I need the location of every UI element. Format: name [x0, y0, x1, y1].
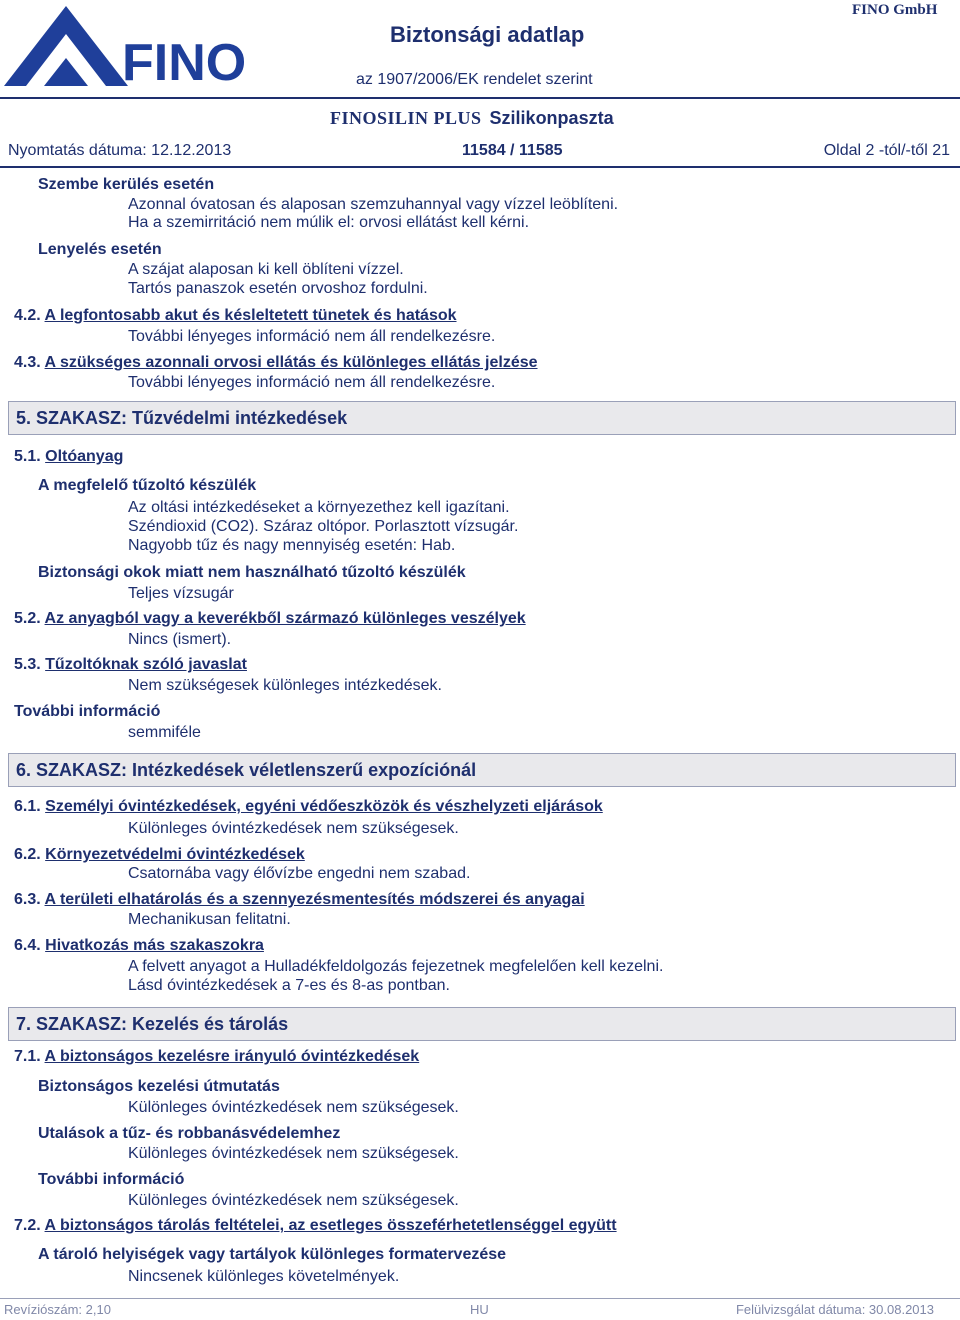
- unsuitable-extinguisher-text: Teljes vízsugár: [128, 585, 234, 602]
- page-number: Oldal 2 -tól/-től 21: [823, 142, 950, 159]
- section-number: 5.2.: [14, 610, 41, 627]
- language-code: HU: [470, 1302, 489, 1317]
- section-5-title: 5. SZAKASZ: Tűzvédelmi intézkedések: [16, 408, 348, 428]
- section-title: Tűzoltóknak szóló javaslat: [45, 656, 247, 673]
- fire-protection-heading: Utalások a tűz- és robbanásvédelemhez: [38, 1125, 341, 1142]
- header-bottom-divider: [0, 166, 960, 168]
- revision-number: Revíziószám: 2,10: [4, 1302, 111, 1317]
- section-6-title: 6. SZAKASZ: Intézkedések véletlenszerű expozíciónál: [16, 760, 477, 780]
- section-7-more-info-text: Különleges óvintézkedések nem szükségesek.: [128, 1192, 459, 1209]
- section-5-2-text: Nincs (ismert).: [128, 631, 232, 648]
- section-title: Oltóanyag: [45, 448, 124, 465]
- eye-contact-heading: Szembe kerülés esetén: [38, 176, 215, 193]
- section-title: Környezetvédelmi óvintézkedések: [45, 846, 305, 863]
- print-date: Nyomtatás dátuma: 12.12.2013: [8, 142, 232, 159]
- footer-divider: [0, 1298, 960, 1299]
- section-number: 7.1.: [14, 1048, 41, 1065]
- section-number: 6.2.: [14, 846, 41, 863]
- section-6-4-heading: [14, 937, 264, 955]
- section-number: 6.1.: [14, 798, 41, 815]
- section-7-1-heading: [14, 1048, 419, 1066]
- ingestion-line-2: Tartós panaszok esetén orvoshoz fordulni.: [128, 280, 428, 297]
- section-title: A szükséges azonnali orvosi ellátás és különleges ellátás jelzése: [44, 354, 538, 371]
- header-divider: [0, 97, 960, 99]
- section-title: A biztonságos kezelésre irányuló óvintézkedések: [44, 1048, 420, 1065]
- company-name: FINO GmbH: [852, 2, 938, 18]
- section-6-4-line-1: A felvett anyagot a Hulladékfeldolgozás fejezetnek megfelelően kell kezelni.: [128, 958, 664, 975]
- storage-design-heading: A tároló helyiségek vagy tartályok különleges formatervezése: [38, 1246, 507, 1263]
- unsuitable-extinguisher-heading: Biztonsági okok miatt nem használható tűzoltó készülék: [38, 564, 466, 581]
- ingestion-heading: Lenyelés esetén: [38, 241, 162, 258]
- product-name: Szilikonpaszta: [489, 108, 614, 128]
- section-6-3-text: Mechanikusan felitatni.: [128, 911, 291, 928]
- section-number: 6.3.: [14, 891, 41, 908]
- safe-handling-heading: Biztonságos kezelési útmutatás: [38, 1078, 280, 1095]
- section-7-2-heading: [14, 1217, 617, 1235]
- section-6-1-text: Különleges óvintézkedések nem szükségesek.: [128, 820, 459, 837]
- section-title: Személyi óvintézkedések, egyéni védőeszközök és vészhelyzeti eljárások: [45, 798, 603, 815]
- section-5-2-heading: [14, 610, 526, 628]
- review-date: Felülvizsgálat dátuma: 30.08.2013: [735, 1302, 934, 1317]
- section-6-header: [8, 753, 956, 787]
- section-number: 5.3.: [14, 656, 41, 673]
- fino-logo-icon: [4, 0, 247, 92]
- section-4-2-heading: [14, 307, 457, 325]
- section-6-2-text: Csatornába vagy élővízbe engedni nem szabad.: [128, 865, 471, 882]
- section-title: A területi elhatárolás és a szennyezésmentesítés módszerei és anyagai: [44, 891, 585, 908]
- section-6-3-heading: [14, 891, 585, 909]
- document-numbers: 11584 / 11585: [462, 142, 563, 159]
- storage-design-text: Nincsenek különleges követelmények.: [128, 1268, 400, 1285]
- suitable-extinguisher-line-1: Az oltási intézkedéseket a környezethez kell igazítani.: [128, 499, 510, 516]
- regulation-subtitle: az 1907/2006/EK rendelet szerint: [356, 71, 593, 88]
- section-5-1-heading: [14, 448, 123, 466]
- suitable-extinguisher-line-3: Nagyobb tűz és nagy mennyiség esetén: Hab.: [128, 537, 456, 554]
- product-title: [330, 108, 614, 129]
- fino-logo: [4, 0, 247, 92]
- fire-protection-text: Különleges óvintézkedések nem szükségesek.: [128, 1145, 459, 1162]
- section-5-3-text: Nem szükségesek különleges intézkedések.: [128, 677, 442, 694]
- section-5-more-info-text: semmiféle: [128, 724, 201, 741]
- section-5-3-heading: [14, 656, 247, 674]
- section-6-1-heading: [14, 798, 603, 816]
- section-7-more-info-heading: További információ: [38, 1171, 185, 1188]
- section-title: Az anyagból vagy a keverékből származó különleges veszélyek: [44, 610, 526, 627]
- eye-contact-line-2: Ha a szemirritáció nem múlik el: orvosi ellátást kell kérni.: [128, 214, 530, 231]
- logo-text: FINO: [122, 34, 247, 92]
- section-7-header: [8, 1007, 956, 1041]
- section-number: 7.2.: [14, 1217, 41, 1234]
- section-4-3-heading: [14, 354, 538, 372]
- section-number: 6.4.: [14, 937, 41, 954]
- section-number: 4.2.: [14, 307, 41, 324]
- section-6-2-heading: [14, 846, 305, 864]
- section-title: A legfontosabb akut és késleltetett tünetek és hatások: [44, 307, 457, 324]
- section-title: A biztonságos tárolás feltételei, az esetleges összeférhetetlenséggel együtt: [44, 1217, 617, 1234]
- section-number: 4.3.: [14, 354, 41, 371]
- section-5-header: [8, 401, 956, 435]
- ingestion-line-1: A szájat alaposan ki kell öblíteni vízzel.: [128, 261, 404, 278]
- section-title: Hivatkozás más szakaszokra: [45, 937, 264, 954]
- section-4-2-text: További lényeges információ nem áll rendelkezésre.: [128, 328, 496, 345]
- suitable-extinguisher-heading: A megfelelő tűzoltó készülék: [38, 477, 257, 494]
- section-7-title: 7. SZAKASZ: Kezelés és tárolás: [16, 1014, 289, 1034]
- section-6-4-line-2: Lásd óvintézkedések a 7-es és 8-as pontban.: [128, 977, 450, 994]
- section-number: 5.1.: [14, 448, 41, 465]
- eye-contact-line-1: Azonnal óvatosan és alaposan szemzuhannyal vagy vízzel leöblíteni.: [128, 196, 619, 213]
- section-4-3-text: További lényeges információ nem áll rendelkezésre.: [128, 374, 496, 391]
- suitable-extinguisher-line-2: Széndioxid (CO2). Száraz oltópor. Porlasztott vízsugár.: [128, 518, 519, 535]
- product-brand: FINOSILIN PLUS: [330, 108, 482, 128]
- safe-handling-text: Különleges óvintézkedések nem szükségesek.: [128, 1099, 459, 1116]
- section-5-more-info-heading: További információ: [14, 703, 161, 720]
- document-title: Biztonsági adatlap: [390, 22, 585, 47]
